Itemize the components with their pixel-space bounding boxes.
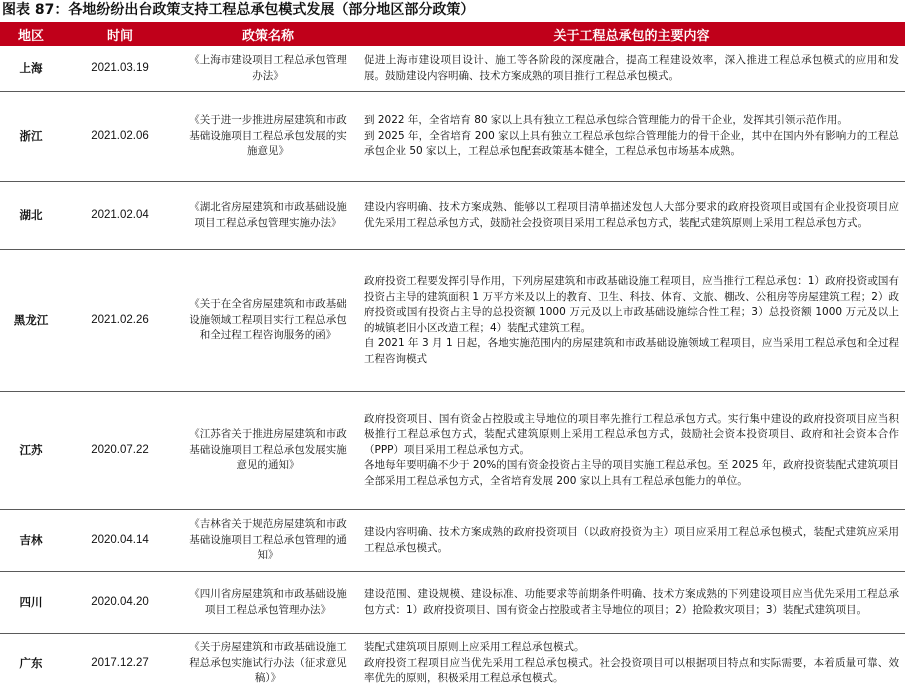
content-paragraph: 政府投资工程项目应当优先采用工程总承包模式。社会投资项目可以根据项目特点和实际需要，本着质量可靠、效率优先的原则，积极采用工程总承包模式。 bbox=[364, 656, 899, 685]
row-content bbox=[358, 182, 905, 250]
row-region: 黑龙江 bbox=[0, 250, 62, 392]
content-paragraph: 建设范围、建设规模、建设标准、功能要求等前期条件明确、技术方案成熟的下列建设项目应当优先采用工程总承包方式：1）政府投资项目、国有资金占控股或者主导地位的项目；2）抢险救灾项目；3）装配式建筑项目。 bbox=[364, 588, 899, 616]
content-paragraph: 政府投资项目、国有资金占控股或主导地位的项目率先推行工程总承包方式。实行集中建设的政府投资项目应当积极推行工程总承包方式，装配式建筑原则上采用工程总承包方式，鼓励社会资本投资项目、政府和社会资本合作（PPP）项目采用工程总承包方式。 bbox=[364, 412, 899, 456]
row-date: 2020.07.22 bbox=[62, 392, 178, 510]
content-paragraph: 建设内容明确、技术方案成熟的政府投资项目（以政府投资为主）项目应采用工程总承包模式，装配式建筑应采用工程总承包模式。 bbox=[364, 526, 899, 554]
content-paragraph: 到 2025 年，全省培育 200 家以上具有独立工程总承包综合管理能力的骨干企业，其中在国内外有影响力的工程总承包企业 50 家以上，工程总承包配套政策基本健全，工程总承包市场基本成熟。 bbox=[364, 129, 899, 158]
row-date: 2021.02.06 bbox=[62, 92, 178, 182]
content-paragraph: 自 2021 年 3 月 1 日起，各地实施范围内的房屋建筑和市政基础设施领域工程项目，应当采用工程总承包和全过程工程咨询模式 bbox=[364, 337, 899, 365]
row-policy: 《四川省房屋建筑和市政基础设施项目工程总承包管理办法》 bbox=[178, 572, 358, 634]
row-region: 广东 bbox=[19, 655, 43, 670]
row-content bbox=[358, 250, 905, 392]
policy-table bbox=[0, 22, 905, 693]
row-region: 江苏 bbox=[0, 392, 62, 510]
header-date: 时间 bbox=[62, 22, 178, 46]
header-content: 关于工程总承包的主要内容 bbox=[358, 22, 905, 46]
row-content bbox=[358, 572, 905, 634]
row-date: 2021.03.19 bbox=[62, 46, 178, 92]
content-paragraph: 促进上海市建设项目设计、施工等各阶段的深度融合，提高工程建设效率，深入推进工程总承包模式的应用和发展。鼓励建设内容明确、技术方案成熟的项目推行工程总承包模式。 bbox=[364, 54, 899, 82]
header-region: 地区 bbox=[0, 22, 62, 46]
content-paragraph: 装配式建筑项目原则上应采用工程总承包模式。 bbox=[364, 641, 585, 654]
row-region: 四川 bbox=[0, 572, 62, 634]
row-region: 湖北 bbox=[0, 182, 62, 250]
row-region: 浙江 bbox=[0, 92, 62, 182]
row-content bbox=[358, 46, 905, 92]
row-date: 2021.02.26 bbox=[62, 250, 178, 392]
row-content bbox=[358, 510, 905, 572]
row-policy: 《吉林省关于规范房屋建筑和市政基础设施项目工程总承包管理的通知》 bbox=[178, 510, 358, 572]
row-region: 上海 bbox=[0, 46, 62, 92]
row-policy: 《湖北省房屋建筑和市政基础设施项目工程总承包管理实施办法》 bbox=[178, 182, 358, 250]
content-paragraph: 政府投资工程要发挥引导作用，下列房屋建筑和市政基础设施工程项目，应当推行工程总承包：1）政府投资或国有投资占主导的建筑面积 1 万平方米及以上的教育、卫生、科技、体育、文旅、棚改、公租房等房屋建筑工程；2）政府投资或国有投资占主导的总投资额 1000 万元及以上市政基础设施综合性工程；3）总投资额 1000 万元及以上的城镇老旧小区改造工程；4）装配式建筑工程。 bbox=[364, 275, 899, 334]
row-policy: 《关于在全省房屋建筑和市政基础设施领域工程项目实行工程总承包和全过程工程咨询服务的函》 bbox=[178, 250, 358, 392]
content-paragraph: 各地每年要明确不少于 20%的国有资金投资占主导的项目实施工程总承包。至 2025 年，政府投资装配式建筑项目全部采用工程总承包方式，全省培育发展 200 家以上具有工程总承包能力的单位。 bbox=[364, 459, 899, 487]
row-date: 2020.04.20 bbox=[62, 572, 178, 634]
row-date: 2017.12.27 bbox=[91, 656, 149, 669]
row-content bbox=[358, 634, 905, 693]
row-policy: 《关于进一步推进房屋建筑和市政基础设施项目工程总承包发展的实施意见》 bbox=[178, 92, 358, 182]
content-paragraph: 到 2022 年，全省培育 80 家以上具有独立工程总承包综合管理能力的骨干企业，发挥其引领示范作用。 bbox=[364, 114, 848, 127]
row-policy: 《江苏省关于推进房屋建筑和市政基础设施项目工程总承包发展实施意见的通知》 bbox=[178, 392, 358, 510]
row-region: 吉林 bbox=[0, 510, 62, 572]
figure-title: 图表 87：各地纷纷出台政策支持工程总承包模式发展（部分地区部分政策） bbox=[2, 2, 475, 18]
row-date: 2021.02.04 bbox=[62, 182, 178, 250]
content-paragraph: 建设内容明确、技术方案成熟、能够以工程项目清单描述发包人大部分要求的政府投资项目或国有企业投资项目应优先采用工程总承包方式，鼓励社会投资项目采用工程总承包方式，装配式建筑原则上采用工程总承包方式。 bbox=[364, 201, 899, 229]
row-policy: 《关于房屋建筑和市政基础设施工程总承包实施试行办法（征求意见稿）》 bbox=[189, 641, 347, 685]
row-policy: 《上海市建设项目工程总承包管理办法》 bbox=[178, 46, 358, 92]
header-policy: 政策名称 bbox=[178, 22, 358, 46]
row-content bbox=[358, 92, 905, 182]
row-content bbox=[358, 392, 905, 510]
row-date: 2020.04.14 bbox=[62, 510, 178, 572]
